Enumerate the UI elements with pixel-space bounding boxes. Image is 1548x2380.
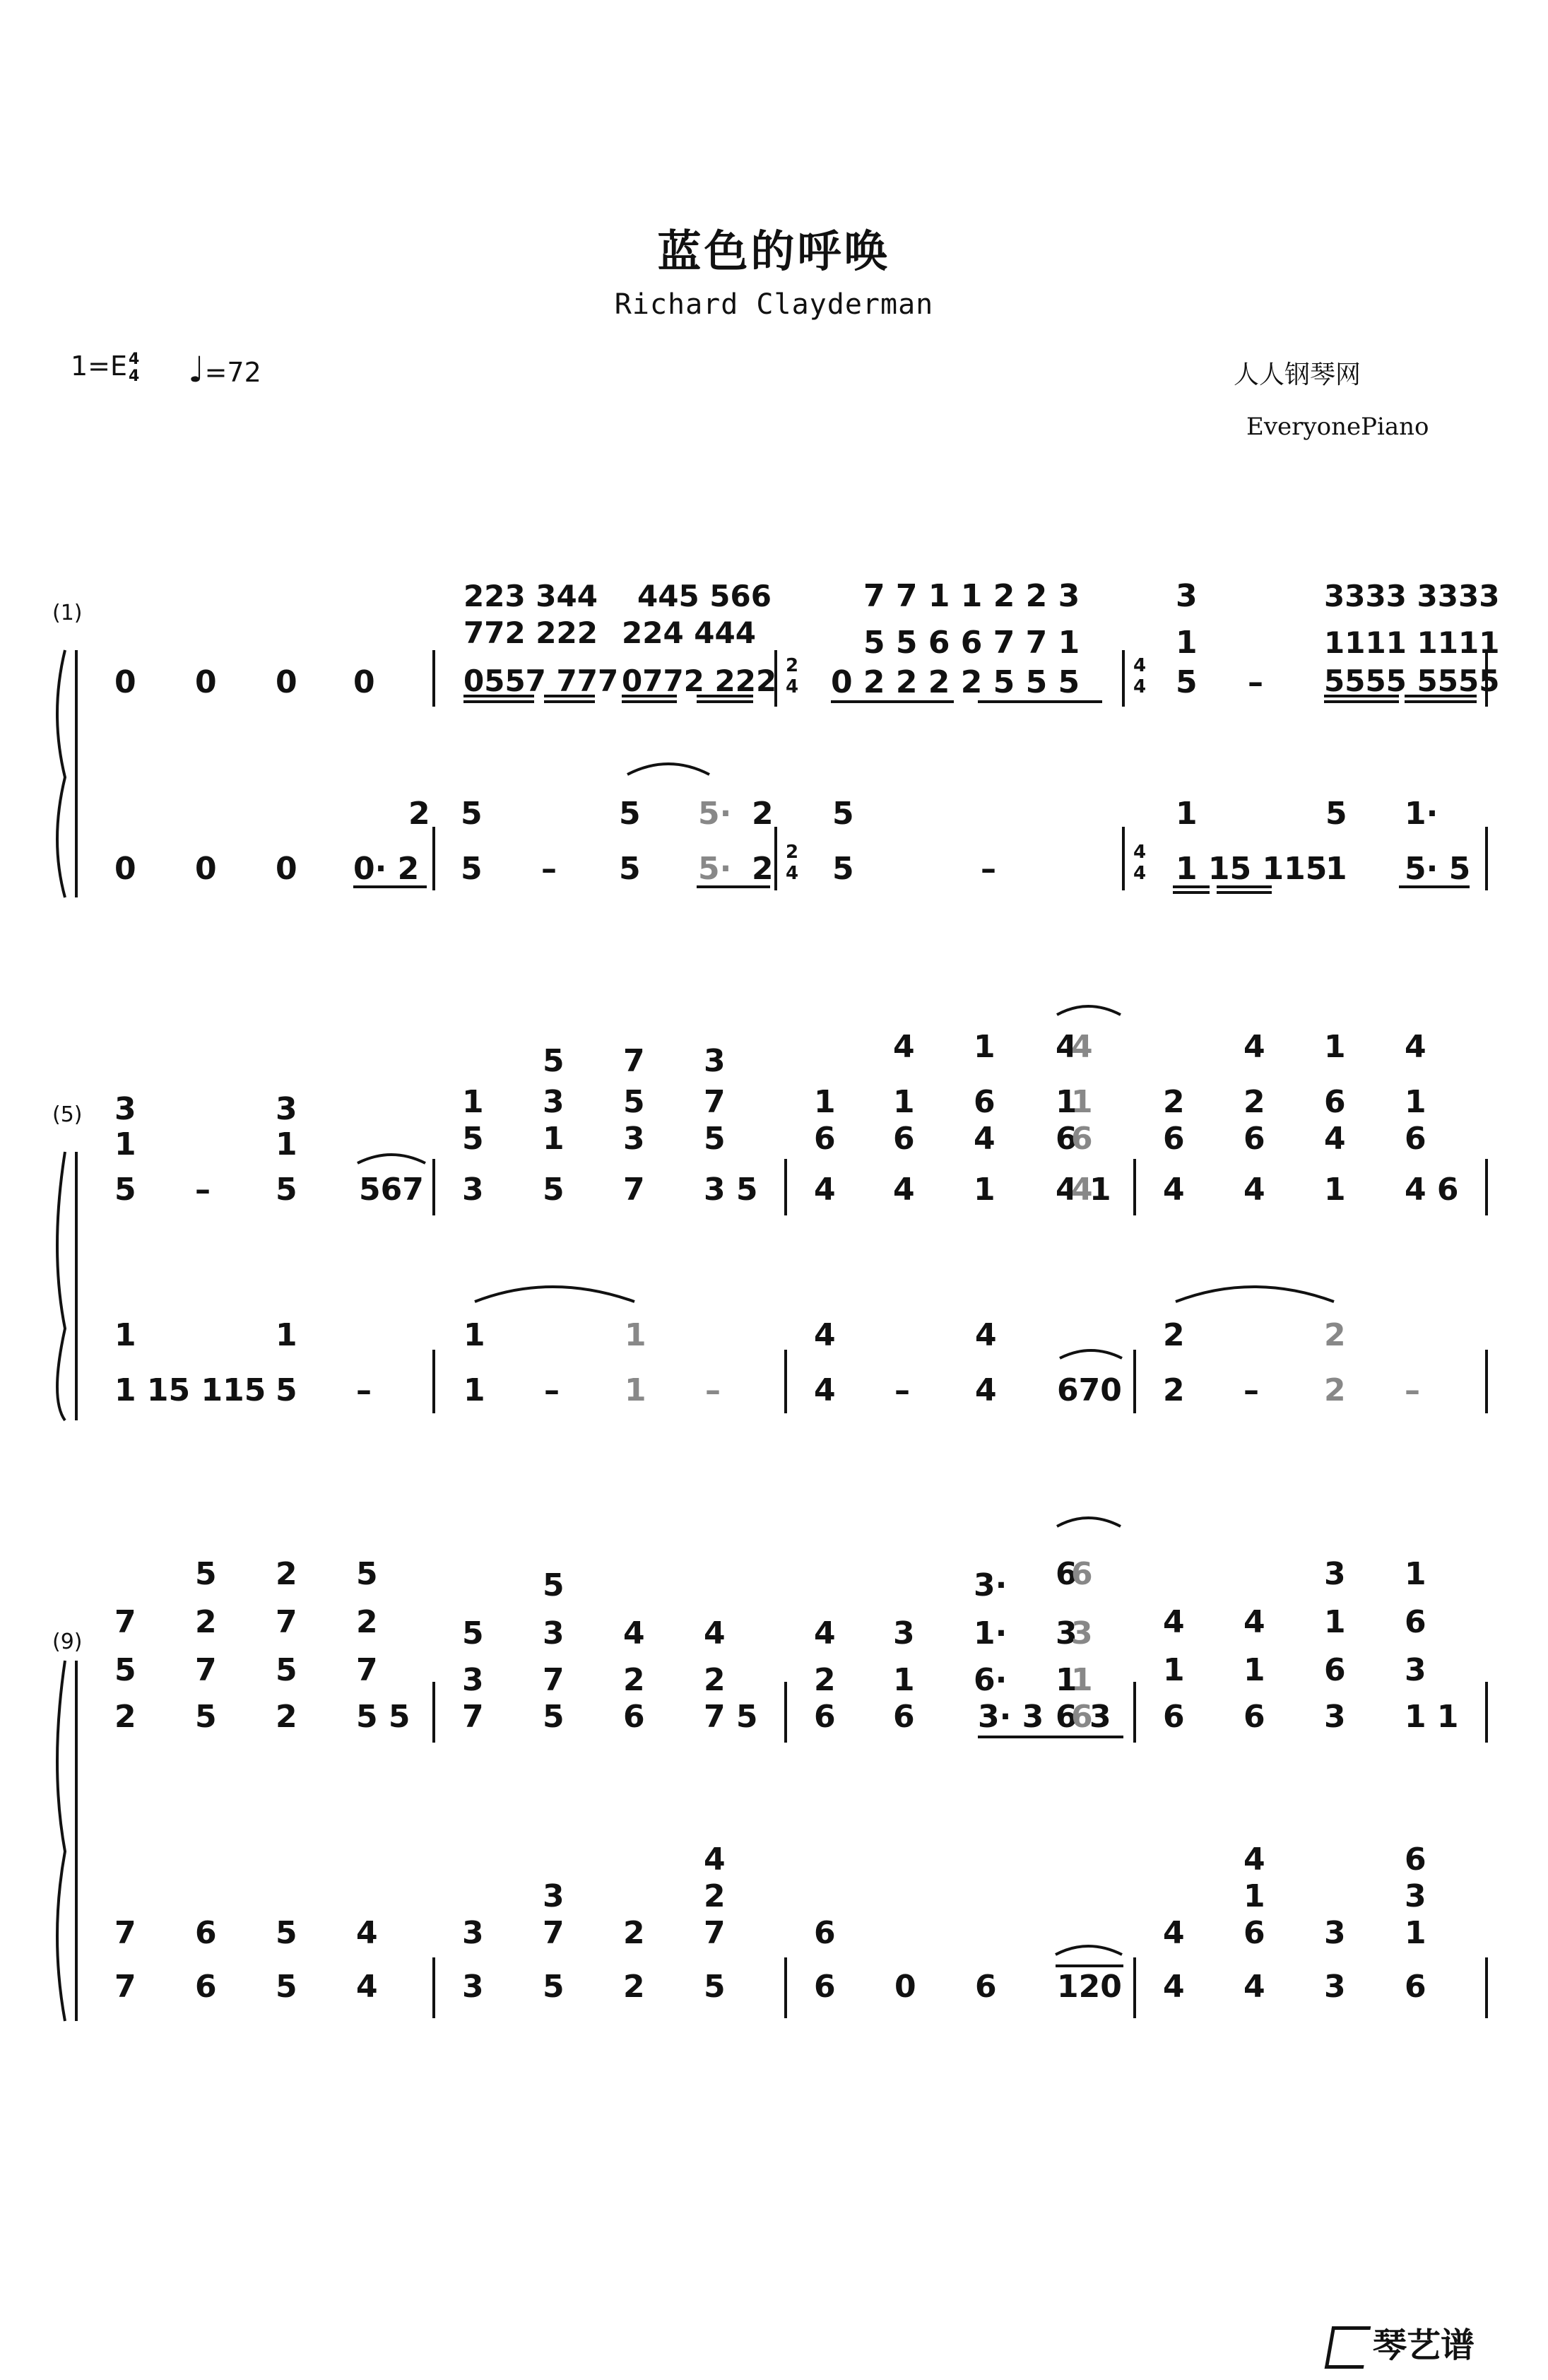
svg-text:1·: 1· [974, 1615, 1008, 1651]
system-2 [57, 1006, 1487, 1420]
svg-text:2: 2 [1163, 1372, 1185, 1408]
svg-text:6: 6 [1071, 1556, 1093, 1592]
svg-text:4: 4 [975, 1372, 997, 1408]
svg-text:1: 1 [1056, 1084, 1077, 1120]
svg-text:4: 4 [814, 1317, 836, 1353]
svg-text:6: 6 [1163, 1121, 1185, 1157]
svg-text:5 5: 5 5 [356, 1699, 410, 1735]
svg-text:2: 2 [1324, 1372, 1346, 1408]
svg-text:1: 1 [1324, 1604, 1346, 1640]
svg-text:–: – [981, 851, 996, 887]
svg-text:7: 7 [704, 1084, 726, 1120]
svg-text:7: 7 [356, 1652, 378, 1688]
svg-text:6: 6 [1056, 1699, 1077, 1735]
svg-text:1: 1 [1324, 1172, 1346, 1208]
svg-text:4: 4 [1163, 1604, 1185, 1640]
svg-text:772 222: 772 222 [463, 615, 598, 650]
svg-text:2: 2 [276, 1556, 297, 1592]
svg-text:7: 7 [623, 1043, 645, 1079]
svg-text:3: 3 [1324, 1915, 1346, 1951]
svg-text:3: 3 [704, 1043, 726, 1079]
svg-text:1: 1 [1056, 1662, 1077, 1698]
svg-text:3: 3 [1089, 1699, 1111, 1735]
svg-text:7: 7 [543, 1915, 565, 1951]
svg-text:6: 6 [975, 1969, 997, 2005]
svg-text:2: 2 [276, 1699, 297, 1735]
svg-text:5: 5 [461, 796, 483, 832]
svg-text:5 5 6 6 7 7 1: 5 5 6 6 7 7 1 [863, 625, 1080, 661]
svg-text:1: 1 [625, 1317, 646, 1353]
svg-text:5: 5 [1325, 796, 1347, 832]
svg-text:5: 5 [1176, 664, 1198, 700]
svg-text:3: 3 [462, 1172, 484, 1208]
svg-text:7: 7 [623, 1172, 645, 1208]
svg-text:6: 6 [1163, 1699, 1185, 1735]
svg-text:2: 2 [704, 1878, 726, 1914]
svg-text:5: 5 [543, 1969, 565, 2005]
svg-text:4: 4 [1163, 1915, 1185, 1951]
svg-text:4: 4 [1133, 655, 1147, 676]
svg-text:0: 0 [353, 664, 375, 700]
svg-text:3: 3 [623, 1121, 645, 1157]
svg-text:0: 0 [114, 664, 136, 700]
svg-text:4: 4 [1133, 842, 1147, 863]
svg-text:7: 7 [114, 1969, 136, 2005]
brace [57, 650, 65, 897]
svg-text:6: 6 [1056, 1556, 1077, 1592]
svg-text:3: 3 [1324, 1699, 1346, 1735]
svg-text:4: 4 [814, 1372, 836, 1408]
svg-text:5: 5 [619, 851, 641, 887]
svg-text:120: 120 [1057, 1969, 1122, 2005]
svg-text:–: – [356, 1372, 372, 1408]
svg-text:4: 4 [1324, 1121, 1346, 1157]
svg-text:1: 1 [1243, 1652, 1265, 1688]
svg-text:2: 2 [356, 1604, 378, 1640]
svg-text:4: 4 [1163, 1969, 1185, 2005]
svg-text:3: 3 [543, 1615, 565, 1651]
svg-text:2: 2 [786, 655, 799, 676]
composer-name: Richard Clayderman [614, 288, 934, 321]
svg-text:5: 5 [195, 1556, 217, 1592]
svg-text:1 15 115: 1 15 115 [114, 1372, 266, 1408]
svg-text:1: 1 [893, 1662, 915, 1698]
svg-text:1: 1 [1243, 1878, 1265, 1914]
svg-text:7: 7 [704, 1915, 726, 1951]
svg-text:1: 1 [974, 1029, 995, 1065]
svg-text:2: 2 [1243, 1084, 1265, 1120]
svg-text:5: 5 [462, 1615, 484, 1651]
svg-text:3: 3 [1056, 1615, 1077, 1651]
svg-text:3: 3 [462, 1662, 484, 1698]
svg-text:4: 4 [1056, 1029, 1077, 1065]
svg-text:6: 6 [1405, 1969, 1426, 2005]
svg-text:5: 5 [114, 1172, 136, 1208]
svg-text:1: 1 [1324, 1029, 1346, 1065]
svg-text:3: 3 [276, 1091, 297, 1127]
svg-text:5: 5 [195, 1699, 217, 1735]
svg-text:7 5: 7 5 [704, 1699, 758, 1735]
svg-text:6: 6 [1243, 1699, 1265, 1735]
svg-text:5: 5 [276, 1172, 297, 1208]
svg-text:2: 2 [786, 842, 799, 863]
site-name-cn: 人人钢琴网 [1234, 360, 1361, 389]
svg-text:1: 1 [114, 1317, 136, 1353]
svg-text:5: 5 [461, 851, 483, 887]
svg-text:–: – [894, 1372, 910, 1408]
svg-text:1: 1 [1071, 1084, 1093, 1120]
svg-text:6: 6 [893, 1699, 915, 1735]
svg-text:2: 2 [114, 1699, 136, 1735]
score-title: 蓝色的呼唤 [657, 225, 891, 277]
svg-text:5: 5 [623, 1084, 645, 1120]
svg-text:–: – [705, 1372, 721, 1408]
svg-text:3: 3 [543, 1084, 565, 1120]
svg-text:3: 3 [1405, 1652, 1426, 1688]
svg-text:4: 4 [786, 676, 799, 697]
svg-text:4: 4 [893, 1029, 915, 1065]
svg-text:2: 2 [623, 1915, 645, 1951]
svg-text:5: 5 [832, 796, 854, 832]
time-signature: 4 4 [129, 350, 140, 385]
svg-text:0: 0 [276, 851, 297, 887]
svg-text:5: 5 [704, 1121, 726, 1157]
svg-text:3: 3 [1176, 578, 1198, 614]
system-3 [57, 1518, 1487, 2021]
svg-text:5: 5 [276, 1915, 297, 1951]
svg-text:4: 4 [1243, 1172, 1265, 1208]
svg-text:3: 3 [462, 1969, 484, 2005]
svg-text:1 15 115: 1 15 115 [1176, 851, 1328, 887]
svg-text:6: 6 [893, 1121, 915, 1157]
svg-text:3 5: 3 5 [704, 1172, 758, 1208]
svg-text:2: 2 [752, 796, 774, 832]
svg-text:1: 1 [1405, 1556, 1426, 1592]
svg-text:3: 3 [1324, 1969, 1346, 2005]
svg-text:5555 5555: 5555 5555 [1324, 664, 1500, 698]
svg-text:–: – [1405, 1372, 1420, 1408]
svg-text:7: 7 [195, 1652, 217, 1688]
svg-text:6: 6 [195, 1915, 217, 1951]
svg-text:2: 2 [814, 1662, 836, 1698]
svg-text:1111 1111: 1111 1111 [1324, 625, 1500, 660]
svg-text:2: 2 [623, 1662, 645, 1698]
svg-text:4: 4 [814, 1615, 836, 1651]
system-3-text [114, 1556, 1459, 2005]
svg-text:2: 2 [408, 796, 430, 832]
svg-text:0· 2: 0· 2 [353, 851, 420, 887]
svg-text:2: 2 [704, 1662, 726, 1698]
svg-text:2: 2 [195, 1604, 217, 1640]
svg-text:–: – [1243, 1372, 1259, 1408]
svg-text:567: 567 [359, 1172, 424, 1208]
svg-text:5· 5: 5· 5 [1405, 851, 1471, 887]
svg-text:1: 1 [114, 1126, 136, 1162]
svg-text:3: 3 [543, 1878, 565, 1914]
brand-logo: 琴艺谱 [1328, 2318, 1475, 2369]
svg-text:6: 6 [1071, 1699, 1093, 1735]
svg-text:2: 2 [1163, 1317, 1185, 1353]
svg-text:6: 6 [974, 1084, 995, 1120]
svg-text:–: – [195, 1172, 211, 1208]
svg-text:5: 5 [704, 1969, 726, 2005]
svg-text:–: – [541, 851, 557, 887]
svg-text:4: 4 [786, 863, 799, 884]
svg-text:0 2 2 2 2 5 5 5: 0 2 2 2 2 5 5 5 [831, 664, 1080, 700]
svg-text:4: 4 [1243, 1969, 1265, 2005]
svg-text:0: 0 [894, 1969, 916, 2005]
svg-text:7: 7 [114, 1915, 136, 1951]
svg-text:1: 1 [1071, 1662, 1093, 1698]
svg-text:3: 3 [893, 1615, 915, 1651]
svg-text:4: 4 [1163, 1172, 1185, 1208]
svg-text:445 566: 445 566 [637, 579, 772, 613]
svg-text:5: 5 [356, 1556, 378, 1592]
svg-text:1: 1 [1405, 1915, 1426, 1951]
svg-text:4: 4 [974, 1121, 995, 1157]
svg-text:2: 2 [1163, 1084, 1185, 1120]
svg-text:4: 4 [1133, 676, 1147, 697]
svg-text:2: 2 [752, 851, 774, 887]
svg-text:3: 3 [114, 1091, 136, 1127]
key-signature: 1=E 4 4 [71, 350, 140, 385]
svg-text:0: 0 [276, 664, 297, 700]
svg-text:1: 1 [974, 1172, 995, 1208]
svg-text:0: 0 [195, 851, 217, 887]
svg-text:6: 6 [195, 1969, 217, 2005]
svg-text:1·: 1· [1405, 796, 1438, 832]
svg-text:6: 6 [814, 1915, 836, 1951]
svg-text:1 1: 1 1 [1405, 1699, 1459, 1735]
svg-text:5: 5 [543, 1699, 565, 1735]
svg-text:4: 4 [704, 1842, 726, 1878]
svg-text:4: 4 [1056, 1172, 1077, 1208]
svg-text:3: 3 [1324, 1556, 1346, 1592]
svg-text:5: 5 [276, 1969, 297, 2005]
svg-text:3: 3 [1071, 1615, 1093, 1651]
svg-text:0: 0 [195, 664, 217, 700]
svg-text:1: 1 [276, 1317, 297, 1353]
svg-text:224 444: 224 444 [622, 615, 756, 650]
svg-text:5·: 5· [698, 851, 732, 887]
svg-text:1: 1 [276, 1126, 297, 1162]
system-1-text [114, 578, 1499, 887]
svg-text:5: 5 [543, 1172, 565, 1208]
svg-text:7: 7 [462, 1699, 484, 1735]
svg-text:3· 3: 3· 3 [978, 1699, 1044, 1735]
svg-text:4 6: 4 6 [1405, 1172, 1459, 1208]
svg-text:6: 6 [1405, 1121, 1426, 1157]
svg-text:0772 222: 0772 222 [622, 664, 777, 698]
svg-text:–: – [1248, 664, 1263, 700]
svg-text:4: 4 [1243, 1842, 1265, 1878]
svg-text:6: 6 [814, 1121, 836, 1157]
measure-number-9: (9) [52, 1630, 83, 1654]
svg-text:223 344: 223 344 [463, 579, 598, 613]
svg-text:1: 1 [462, 1084, 484, 1120]
svg-text:1: 1 [543, 1121, 565, 1157]
svg-text:5: 5 [543, 1567, 565, 1603]
svg-text:5: 5 [114, 1652, 136, 1688]
svg-text:4: 4 [1071, 1172, 1093, 1208]
svg-text:4: 4 [704, 1615, 726, 1651]
svg-text:4: 4 [814, 1172, 836, 1208]
svg-text:7 7 1 1 2 2 3: 7 7 1 1 2 2 3 [863, 578, 1080, 614]
svg-text:5: 5 [543, 1043, 565, 1079]
svg-text:3·: 3· [974, 1567, 1008, 1603]
svg-text:7: 7 [543, 1662, 565, 1698]
svg-text:7: 7 [276, 1604, 297, 1640]
svg-text:4: 4 [623, 1615, 645, 1651]
svg-text:6: 6 [623, 1699, 645, 1735]
measure-number-1: (1) [52, 601, 83, 625]
svg-text:7: 7 [114, 1604, 136, 1640]
svg-text:1: 1 [625, 1372, 646, 1408]
svg-text:1: 1 [463, 1372, 485, 1408]
svg-text:1: 1 [1325, 851, 1347, 887]
svg-text:670: 670 [1057, 1372, 1122, 1408]
svg-text:1: 1 [1163, 1652, 1185, 1688]
svg-text:6: 6 [1243, 1915, 1265, 1951]
svg-text:4: 4 [356, 1915, 378, 1951]
svg-text:6: 6 [1056, 1121, 1077, 1157]
svg-text:3: 3 [462, 1915, 484, 1951]
site-name-en: EveryonePiano [1246, 413, 1429, 441]
svg-text:1: 1 [1176, 796, 1198, 832]
svg-text:6: 6 [1243, 1121, 1265, 1157]
svg-text:4: 4 [356, 1969, 378, 2005]
svg-text:0557 777: 0557 777 [463, 664, 619, 698]
svg-text:5: 5 [619, 796, 641, 832]
svg-text:6: 6 [1324, 1652, 1346, 1688]
svg-text:6: 6 [1071, 1121, 1093, 1157]
svg-text:5·: 5· [698, 796, 732, 832]
svg-text:5: 5 [832, 851, 854, 887]
svg-text:3: 3 [1405, 1878, 1426, 1914]
svg-text:4: 4 [1071, 1029, 1093, 1065]
tempo-mark: ♩=72 [188, 349, 261, 390]
svg-text:1: 1 [463, 1317, 485, 1353]
brace [57, 1152, 65, 1420]
svg-text:4: 4 [893, 1172, 915, 1208]
svg-text:1: 1 [1405, 1084, 1426, 1120]
svg-text:4: 4 [1243, 1604, 1265, 1640]
svg-text:0: 0 [114, 851, 136, 887]
svg-text:5: 5 [276, 1652, 297, 1688]
svg-text:4: 4 [975, 1317, 997, 1353]
svg-text:5: 5 [462, 1121, 484, 1157]
brace [57, 1661, 65, 2021]
svg-text:6: 6 [1324, 1084, 1346, 1120]
svg-text:6: 6 [814, 1699, 836, 1735]
svg-text:6·: 6· [974, 1662, 1008, 1698]
svg-text:1: 1 [1176, 625, 1198, 661]
svg-text:1: 1 [893, 1084, 915, 1120]
svg-text:–: – [544, 1372, 560, 1408]
svg-text:4: 4 [1243, 1029, 1265, 1065]
svg-text:2: 2 [1324, 1317, 1346, 1353]
measure-number-5: (5) [52, 1102, 83, 1127]
svg-text:6: 6 [1405, 1604, 1426, 1640]
svg-text:6: 6 [814, 1969, 836, 2005]
svg-text:3333 3333: 3333 3333 [1324, 579, 1500, 613]
svg-text:2: 2 [623, 1969, 645, 2005]
svg-text:5: 5 [276, 1372, 297, 1408]
svg-text:1: 1 [1089, 1172, 1111, 1208]
svg-text:4: 4 [1133, 863, 1147, 884]
svg-text:4: 4 [1405, 1029, 1426, 1065]
svg-text:6: 6 [1405, 1842, 1426, 1878]
svg-text:1: 1 [814, 1084, 836, 1120]
